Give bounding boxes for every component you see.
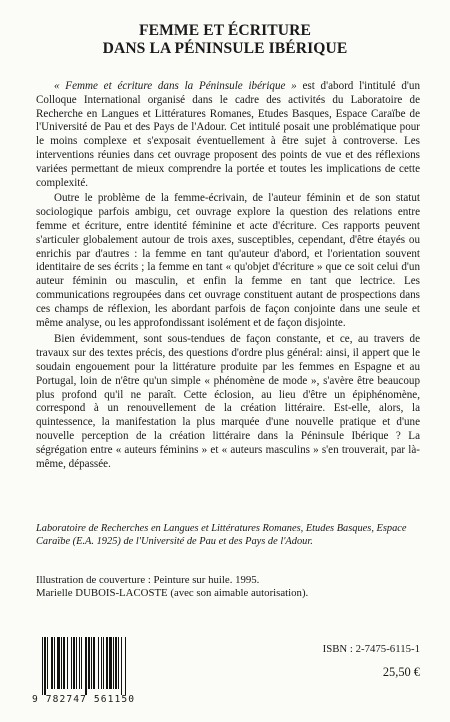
blurb-paragraph-1 xyxy=(36,80,420,190)
barcode-bar xyxy=(106,637,108,689)
isbn: ISBN : 2-7475-6115-1 xyxy=(322,643,420,655)
barcode-bar xyxy=(54,637,55,689)
barcode-bar xyxy=(57,637,60,689)
paragraph-1-text: est d'abord l'intitulé d'un Colloque International organisé dans le cadre des activités du Laboratoire de Recherche en Langues et Littératures Romanes, Etudes Basques, Espace Caraïbe de l'Université de Pau et des Pays de l'Adour. Cet intitulé posait une problématique pour le moins complexe et s'exposait éventuellement à être sujet à controverse. Les interventions réunies dans cet ouvrage proposent des points de vue et des réflexions variées permettant de mieux comprendre la portée et toutes les implications de cette complexité. xyxy=(36,80,420,189)
cover-credit-line-1: Illustration de couverture : Peinture sur huile. 1995. xyxy=(36,574,260,586)
barcode-bar xyxy=(61,637,62,689)
barcode-bar xyxy=(118,637,119,689)
barcode-bar xyxy=(93,637,95,689)
barcode-bar xyxy=(103,637,104,689)
colloquium-title: « Femme et écriture dans la Péninsule ibérique » xyxy=(54,80,297,92)
barcode-bar xyxy=(98,637,99,689)
barcode-bar xyxy=(63,637,65,689)
barcode-bar xyxy=(101,637,102,689)
barcode-bar xyxy=(67,637,68,689)
barcode-bar xyxy=(73,637,75,689)
title-line-2: DANS LA PÉNINSULE IBÉRIQUE xyxy=(102,40,348,57)
blurb-paragraph-3: Bien évidemment, sont sous-tendues de façon constante, et ce, au travers de travaux sur des textes précis, des questions d'ordre plus général: ainsi, il appert que le soudain engouement pour la littérature produite par les femmes en Espagne et au Portugal, loin de n'être qu'un simple « phénomène de mode », s'avère être beaucoup plus profond qu'il ne paraît. Cette éclosion, au lieu d'être un épiphénomène, correspond à un renouvellement de la création littéraire. Est-elle, alors, la quintessence, la manifestation la plus marquée d'une nouvelle pratique et d'une nouvelle perception de la création littéraire dans la Péninsule Ibérique ? La ségrégation entre « auteurs féminins » et « auteurs masculins » s'en trouverait, par là-même, dépassée. xyxy=(36,333,420,470)
cover-credit-line-2: Marielle DUBOIS-LACOSTE (avec son aimable autorisation). xyxy=(36,587,309,600)
barcode-bar xyxy=(81,637,82,689)
barcode-bar xyxy=(76,637,77,689)
price: 25,50 € xyxy=(382,665,420,679)
blurb-paragraph-2: Outre le problème de la femme-écrivain, de l'auteur féminin et de son statut sociologique parfois ambigu, cet ouvrage explore la question des relations entre femme et écriture, entre identité féminine et acte d'écriture. Ces rapports peuvent s'articuler globalement autour de trois axes, susceptibles, cependant, d'être étayés ou enrichis par d'autres : la femme en tant qu'auteur d'abord, et l'orientation souvent identitaire de ses écrits ; la femme en tant « qu'objet d'écriture » que ce soit celui d'un auteur féminin ou masculin, et enfin la femme en tant que lectrice. Les communications regroupées dans cet ouvrage constituent autant de prospections dans ces champs de réflexion, les abordant parfois de façon conjointe dans une seule et même analyse, ou les approfondissant isolément et de façon disjointe. xyxy=(36,192,420,329)
barcode-bar xyxy=(113,637,114,689)
title-line-1: FEMME ET ÉCRITURE xyxy=(138,22,312,39)
barcode-bars xyxy=(32,637,160,695)
barcode xyxy=(32,637,160,705)
barcode-bar xyxy=(79,637,80,689)
barcode-bar xyxy=(121,637,122,695)
barcode-bar xyxy=(42,637,43,695)
barcode-bar xyxy=(85,637,87,695)
barcode-bar xyxy=(51,637,53,689)
barcode-bar xyxy=(91,637,92,689)
barcode-bar xyxy=(44,637,46,695)
cover-illustration-credit xyxy=(36,574,420,600)
barcode-bar xyxy=(115,637,117,689)
barcode-bar xyxy=(109,637,112,689)
barcode-bar xyxy=(88,637,90,689)
barcode-bar xyxy=(47,637,48,689)
barcode-bar xyxy=(125,637,126,695)
laboratory-credit: Laboratoire de Recherches en Langues et Littératures Romanes, Etudes Basques, Espace Caraïbe (E.A. 1925) de l'Université de Pau et des Pays de l'Adour. xyxy=(36,523,407,547)
book-title xyxy=(0,22,450,58)
barcode-digits: 9 782747 561150 xyxy=(32,694,136,705)
blurb xyxy=(36,80,420,473)
barcode-bar xyxy=(71,637,72,689)
